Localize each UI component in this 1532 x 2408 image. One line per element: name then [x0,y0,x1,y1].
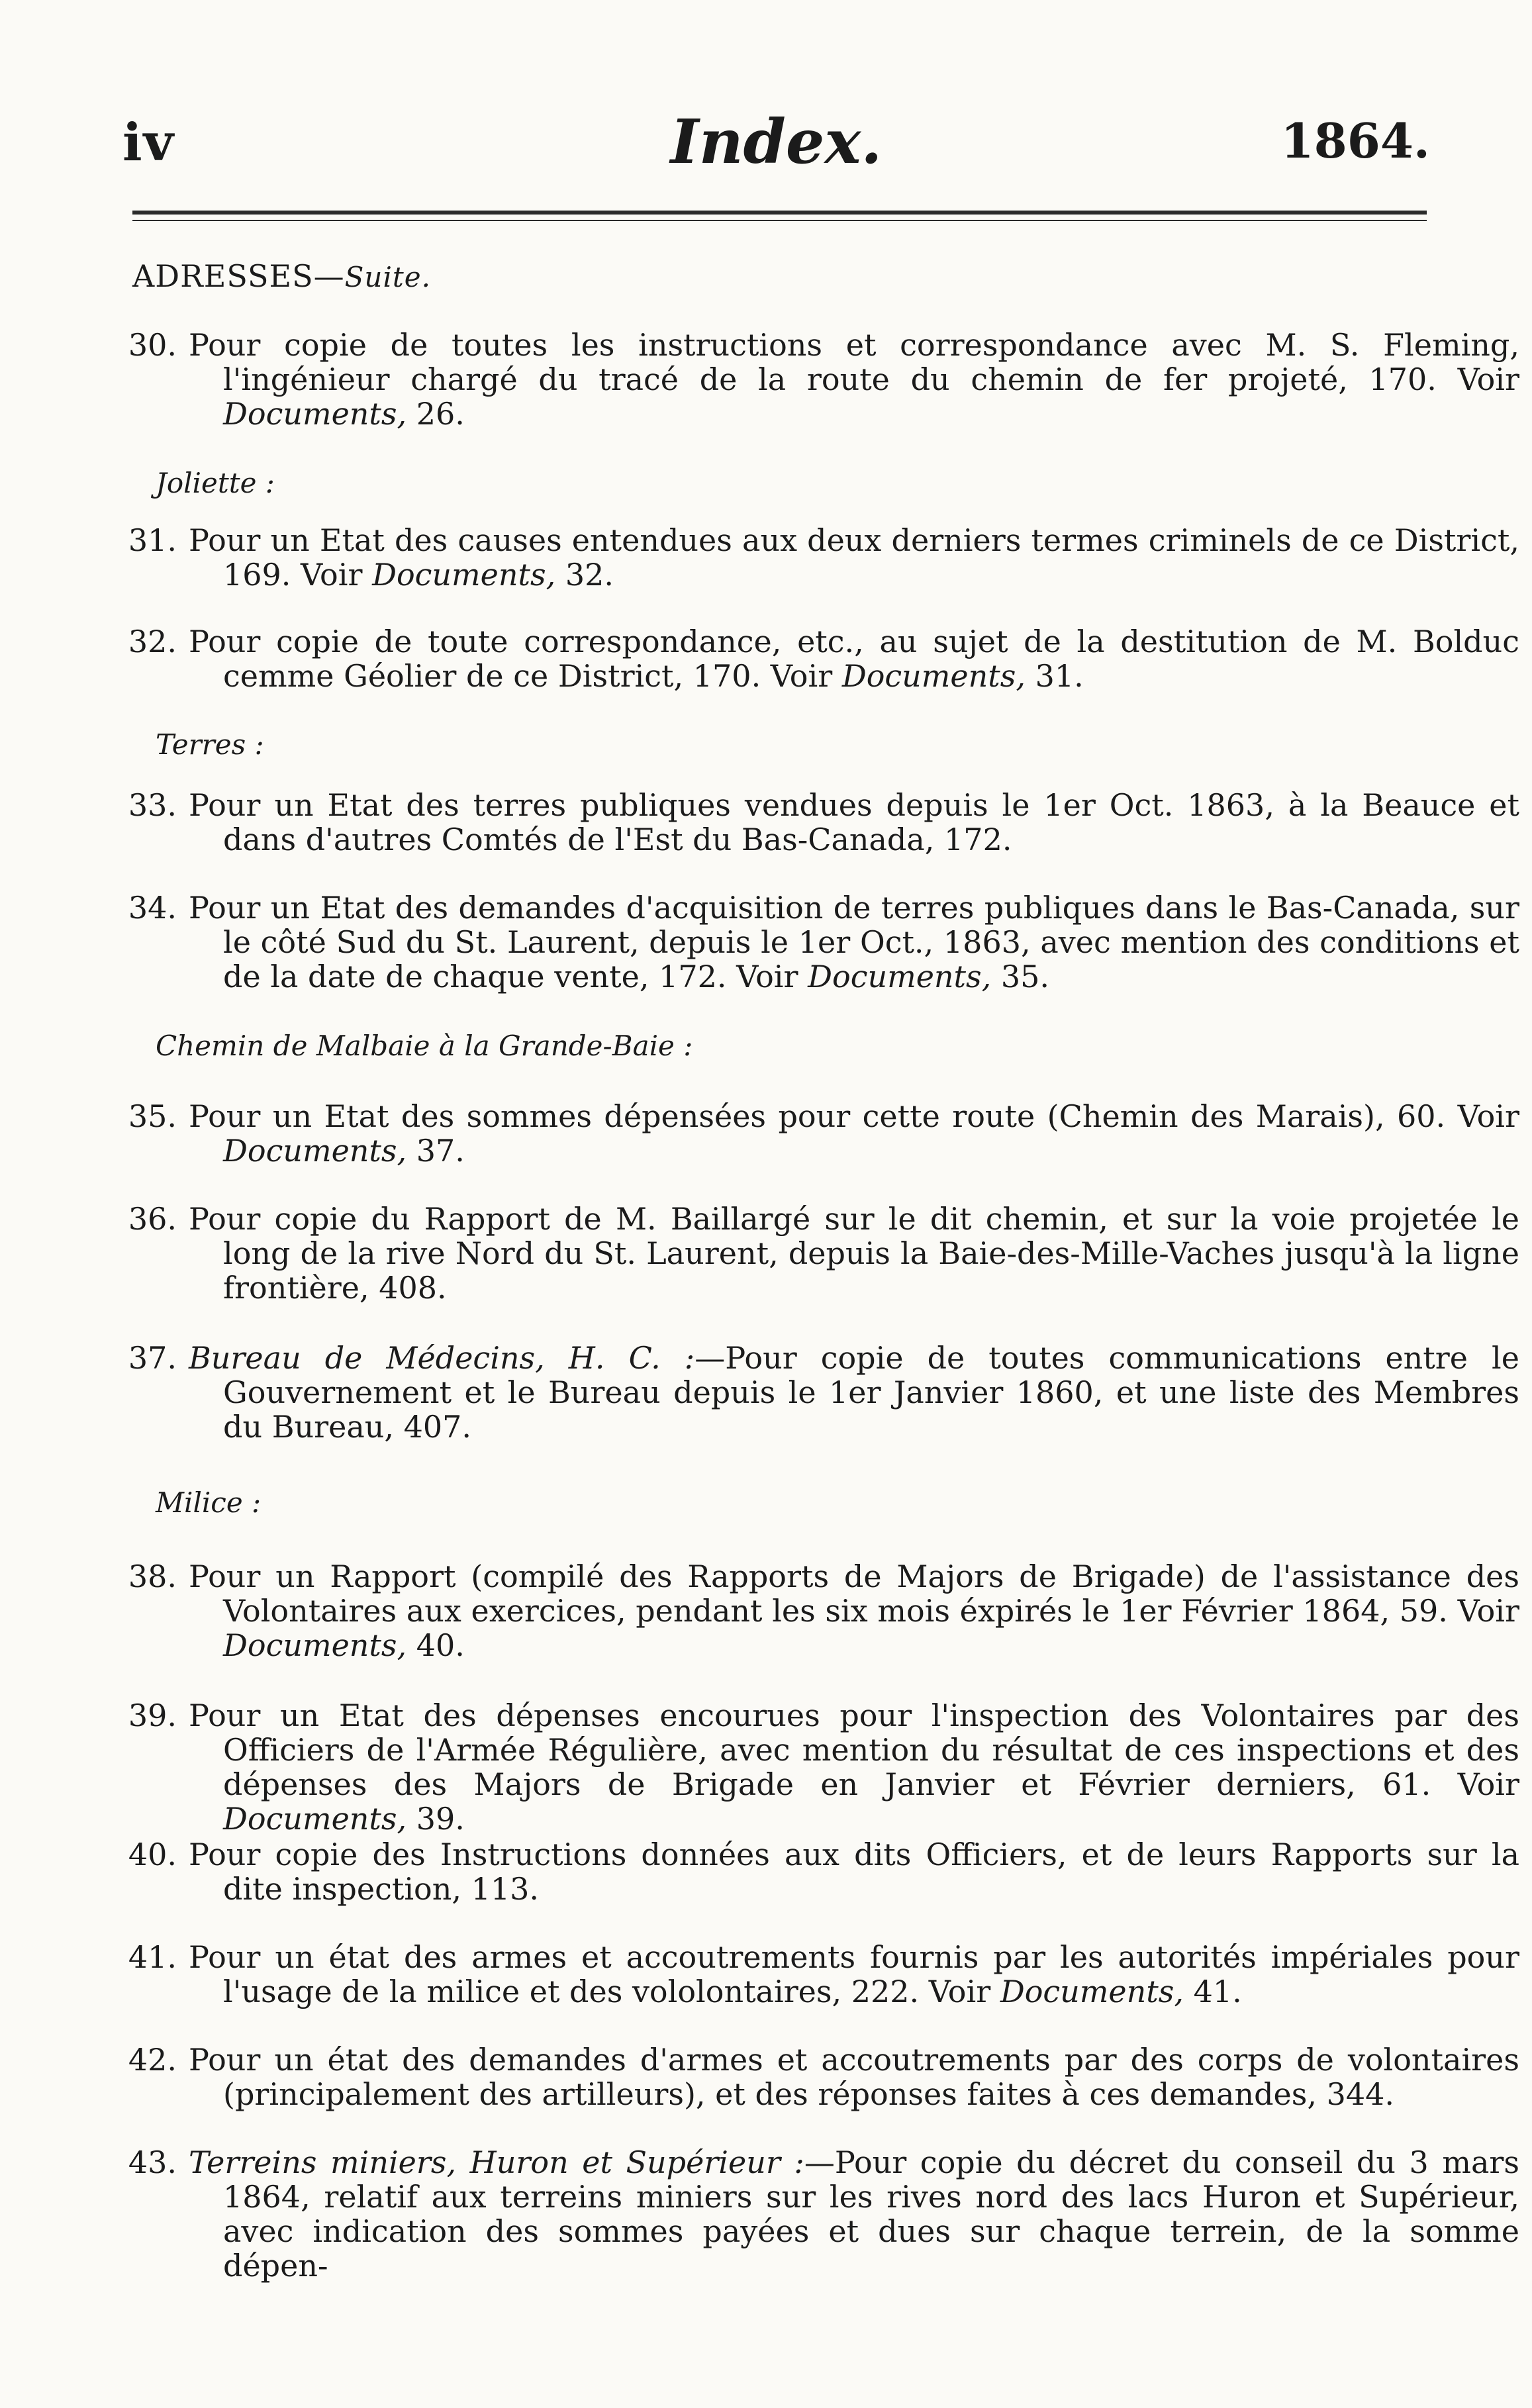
entry-text: Pour un état des armes et accoutrements fournis par les autorités impériales pour l'usage de la milice et des vololontaires, 222. Voir [189,1939,1519,2009]
running-head [122,99,1430,177]
entry-reference: Documents, [223,1627,407,1663]
index-entry-33 [116,788,1519,857]
entry-reference-number: 31. [1025,658,1084,694]
page-number: iv [122,113,175,173]
entry-number: 35. [128,1098,177,1134]
index-entry-31 [116,523,1519,592]
entry-number: 31. [128,522,177,558]
entry-text: Pour copie de toute correspondance, etc., au sujet de la destitution de M. Bolduc cemme Géolier de ce District, 170. Voir [189,624,1519,694]
index-entry-37 [116,1341,1519,1444]
entry-number: 42. [128,2042,177,2078]
entry-text: Pour un Etat des causes entendues aux deux derniers termes criminels de ce District, 169. Voir [189,522,1519,593]
entry-reference-number: 39. [407,1801,465,1837]
index-entry-41 [116,1940,1519,2009]
running-title: Index. [670,106,883,177]
entry-number: 40. [128,1837,177,1872]
section-suffix: Suite. [344,261,431,293]
entry-reference: Documents, [841,658,1026,694]
entry-reference: Documents, [808,959,992,994]
index-entry-39 [116,1698,1519,1836]
entry-reference-number: 41. [1183,1974,1242,2009]
entry-lead: Terreins miniers, Huron et Supérieur : [189,2144,804,2180]
entry-number: 43. [128,2144,177,2180]
index-entry-32 [116,624,1519,693]
section-heading [132,258,431,294]
entry-number: 30. [128,327,177,363]
entry-text: Pour un Etat des demandes d'acquisition de terres publiques dans le Bas-Canada, sur le côté Sud du St. Laurent, depuis le 1er Oct., 1863, avec mention des conditions et de la date de chaque vente, 172. Voir [189,890,1519,994]
index-entry-38 [116,1559,1519,1662]
section-title: ADRESSES— [132,258,345,294]
entry-text: Pour un état des demandes d'armes et accoutrements par des corps de volontaires (principalement des artilleurs), et des réponses faites à ces demandes, 344. [189,2042,1519,2112]
entry-number: 39. [128,1698,177,1733]
entry-number: 33. [128,787,177,823]
entry-number: 32. [128,624,177,659]
header-rule-thin [132,220,1427,221]
running-year: 1864. [1280,113,1430,169]
entry-text: Pour copie des Instructions données aux dits Officiers, et de leurs Rapports sur la dite inspection, 113. [189,1837,1519,1907]
entry-text: Pour copie de toutes les instructions et correspondance avec M. S. Fleming, l'ingénieur chargé du tracé de la route du chemin de fer projeté, 170. Voir [189,327,1519,397]
entry-reference-number: 40. [407,1627,465,1663]
entry-number: 41. [128,1939,177,1975]
entry-text: Pour copie du Rapport de M. Baillargé sur le dit chemin, et sur la voie projetée le long de la rive Nord du St. Laurent, depuis la Baie-des-Mille-Vaches jusqu'à la ligne frontière, 408. [189,1201,1519,1306]
entry-reference: Documents, [1000,1974,1184,2009]
entry-reference-number: 35. [991,959,1050,994]
entry-reference: Documents, [223,1801,407,1837]
subheading-terres: Terres : [156,728,264,761]
index-entry-30 [116,328,1519,431]
entry-text: —Pour copie de toutes communications entre le Gouvernement et le Bureau depuis le 1er Janvier 1860, et une liste des Membres du Bureau, 407. [223,1340,1519,1445]
entry-text: Pour un Etat des terres publiques vendues depuis le 1er Oct. 1863, à la Beauce et dans d'autres Comtés de l'Est du Bas-Canada, 172. [189,787,1519,857]
entry-number: 34. [128,890,177,926]
entry-reference-number: 26. [407,396,465,432]
entry-number: 38. [128,1559,177,1594]
entry-reference-number: 32. [555,557,614,593]
entry-reference: Documents, [223,1133,407,1169]
index-entry-34 [116,891,1519,994]
entry-text: Pour un Rapport (compilé des Rapports de Majors de Brigade) de l'assistance des Volontaires aux exercices, pendant les six mois éxpirés le 1er Février 1864, 59. Voir [189,1559,1519,1629]
index-entry-35 [116,1099,1519,1168]
entry-text: Pour un Etat des dépenses encourues pour l'inspection des Volontaires par des Officiers de l'Armée Régulière, avec mention du résultat de ces inspections et des dépenses des Majors de Brigade en Janvier et Février derniers, 61. Voir [189,1698,1519,1802]
subheading-joliette: Joliette : [156,467,275,499]
index-entry-42 [116,2043,1519,2111]
subheading-chemin-malbaie: Chemin de Malbaie à la Grande-Baie : [156,1030,693,1062]
entry-lead: Bureau de Médecins, H. C. : [189,1340,695,1376]
entry-reference: Documents, [223,396,407,432]
entry-text: Pour un Etat des sommes dépensées pour cette route (Chemin des Marais), 60. Voir [189,1098,1519,1134]
index-entry-36 [116,1202,1519,1305]
entry-reference: Documents, [372,557,556,593]
entry-number: 37. [128,1340,177,1376]
subheading-milice: Milice : [156,1486,262,1519]
index-entry-40 [116,1837,1519,1906]
entry-reference-number: 37. [407,1133,465,1169]
index-entry-43 [116,2145,1519,2283]
entry-number: 36. [128,1201,177,1237]
entry-text: —Pour copie du décret du conseil du 3 mars 1864, relatif aux terreins miniers sur les rives nord des lacs Huron et Supérieur, avec indication des sommes payées et dues sur chaque terrein, de la somme dépen- [223,2144,1519,2284]
header-rule-thick [132,211,1427,215]
